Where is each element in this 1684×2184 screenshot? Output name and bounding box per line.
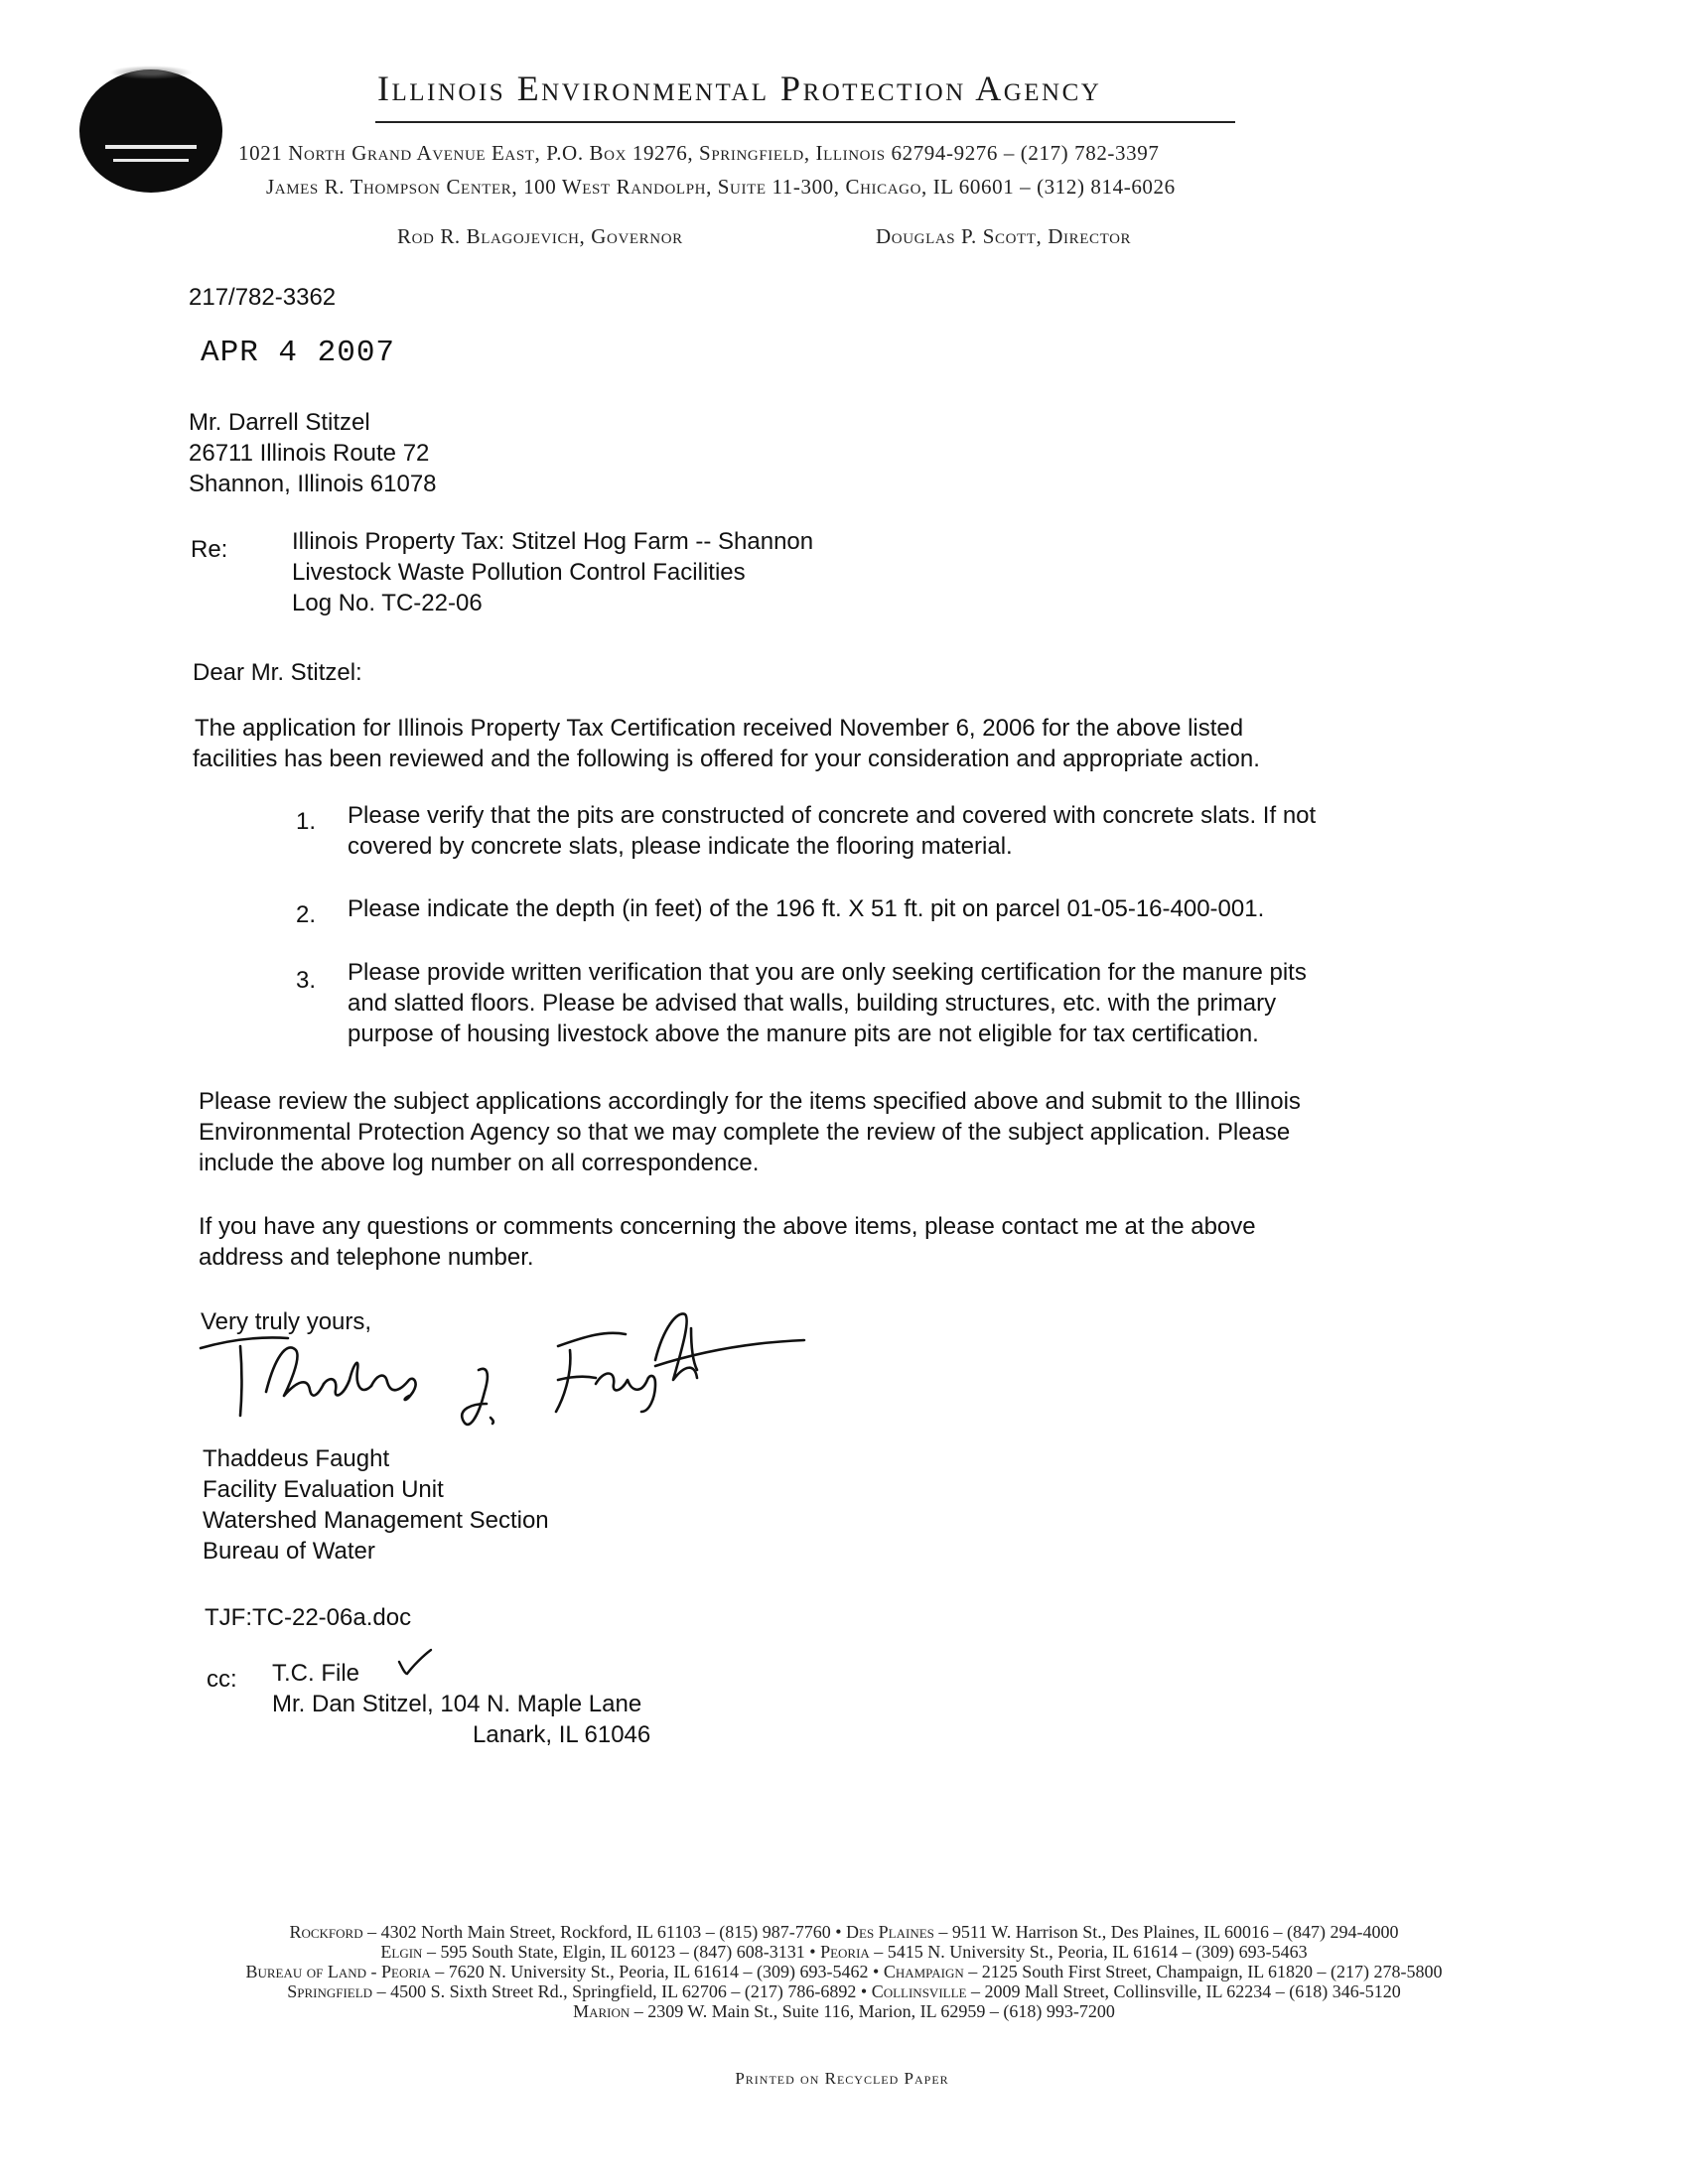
cc-recipient-city: Lanark, IL 61046 xyxy=(473,1721,651,1748)
director-name: Douglas P. Scott, Director xyxy=(876,224,1132,248)
item1-line1: Please verify that the pits are constructed of concrete and covered with concrete slats. If not xyxy=(348,802,1317,829)
handwritten-signature xyxy=(189,1300,834,1459)
questions-line1: If you have any questions or comments concerning the above items, please contact me at the above xyxy=(199,1213,1256,1240)
phone-number: 217/782-3362 xyxy=(189,284,337,311)
salutation: Dear Mr. Stitzel: xyxy=(193,659,362,686)
item2-line1: Please indicate the depth (in feet) of the 196 ft. X 51 ft. pit on parcel 01-05-16-400-001. xyxy=(348,895,1265,922)
footer-offices-line1: Rockford – 4302 North Main Street, Rockford, IL 61103 – (815) 987-7760 • Des Plaines – 9511 W. Harrison St., Des Plaines, IL 60016 – (847) 294-4000 xyxy=(289,1922,1399,1942)
item-number: 3. xyxy=(296,967,317,994)
re-subject-line1: Illinois Property Tax: Stitzel Hog Farm -- Shannon xyxy=(292,528,814,555)
springfield-address: 1021 North Grand Avenue East, P.O. Box 19276, Springfield, Illinois 62794-9276 – (217) 782-3397 xyxy=(238,141,1160,165)
footer-offices-line3: Bureau of Land - Peoria – 7620 N. University St., Peoria, IL 61614 – (309) 693-5462 • Champaign – 2125 South First Street, Champaign, IL 61820 – (217) 278-5800 xyxy=(245,1962,1443,1981)
footer-offices-line2: Elgin – 595 South State, Elgin, IL 60123 – (847) 608-3131 • Peoria – 5415 N. University St., Peoria, IL 61614 – (309) 693-5463 xyxy=(380,1942,1308,1962)
signer-bureau: Bureau of Water xyxy=(203,1538,375,1565)
checkmark-icon xyxy=(395,1648,435,1678)
footer-offices-line4: Springfield – 4500 S. Sixth Street Rd., Springfield, IL 62706 – (217) 786-6892 • Collinsville – 2009 Mall Street, Collinsville, IL 62234 – (618) 346-5120 xyxy=(287,1981,1401,2001)
recipient-name: Mr. Darrell Stitzel xyxy=(189,409,370,436)
signer-section: Watershed Management Section xyxy=(203,1507,549,1534)
item3-line1: Please provide written verification that you are only seeking certification for the manure pits xyxy=(348,959,1307,986)
re-label: Re: xyxy=(191,536,228,563)
review-line1: Please review the subject applications accordingly for the items specified above and submit to the Illinois xyxy=(199,1088,1301,1115)
review-line3: include the above log number on all correspondence. xyxy=(199,1150,760,1176)
agency-seal-icon xyxy=(79,69,222,193)
date-stamp: APR 4 2007 xyxy=(201,336,396,370)
questions-line2: address and telephone number. xyxy=(199,1244,534,1271)
item3-line2: and slatted floors. Please be advised that walls, building structures, etc. with the primary xyxy=(348,990,1277,1017)
file-reference: TJF:TC-22-06a.doc xyxy=(205,1604,412,1631)
item-number: 1. xyxy=(296,808,317,835)
cc-recipient: Mr. Dan Stitzel, 104 N. Maple Lane xyxy=(272,1691,642,1717)
footer-offices-line5: Marion – 2309 W. Main St., Suite 116, Marion, IL 62959 – (618) 993-7200 xyxy=(573,2001,1115,2021)
letterhead-rule xyxy=(375,121,1235,123)
recycled-paper-note: Printed on Recycled Paper xyxy=(735,2069,949,2088)
item1-line2: covered by concrete slats, please indicate the flooring material. xyxy=(348,833,1013,860)
signer-name: Thaddeus Faught xyxy=(203,1445,390,1472)
recipient-street: 26711 Illinois Route 72 xyxy=(189,440,430,467)
item3-line3: purpose of housing livestock above the manure pits are not eligible for tax certification. xyxy=(348,1021,1259,1047)
governor-name: Rod R. Blagojevich, Governor xyxy=(397,224,683,248)
agency-name: Illinois Environmental Protection Agency xyxy=(377,68,1102,108)
review-line2: Environmental Protection Agency so that we may complete the review of the subject application. Please xyxy=(199,1119,1291,1146)
item-number: 2. xyxy=(296,901,317,928)
closing: Very truly yours, xyxy=(201,1308,372,1335)
chicago-address: James R. Thompson Center, 100 West Randolph, Suite 11-300, Chicago, IL 60601 – (312) 814-6026 xyxy=(266,175,1176,199)
re-subject-line2: Livestock Waste Pollution Control Facilities xyxy=(292,559,746,586)
intro-line1: The application for Illinois Property Tax Certification received November 6, 2006 for the above listed xyxy=(195,715,1244,742)
re-log-number: Log No. TC-22-06 xyxy=(292,590,483,616)
cc-file: T.C. File xyxy=(272,1660,360,1687)
intro-line2: facilities has been reviewed and the following is offered for your consideration and appropriate action. xyxy=(193,746,1260,772)
recipient-city: Shannon, Illinois 61078 xyxy=(189,471,437,497)
signer-unit: Facility Evaluation Unit xyxy=(203,1476,444,1503)
cc-label: cc: xyxy=(207,1666,237,1693)
